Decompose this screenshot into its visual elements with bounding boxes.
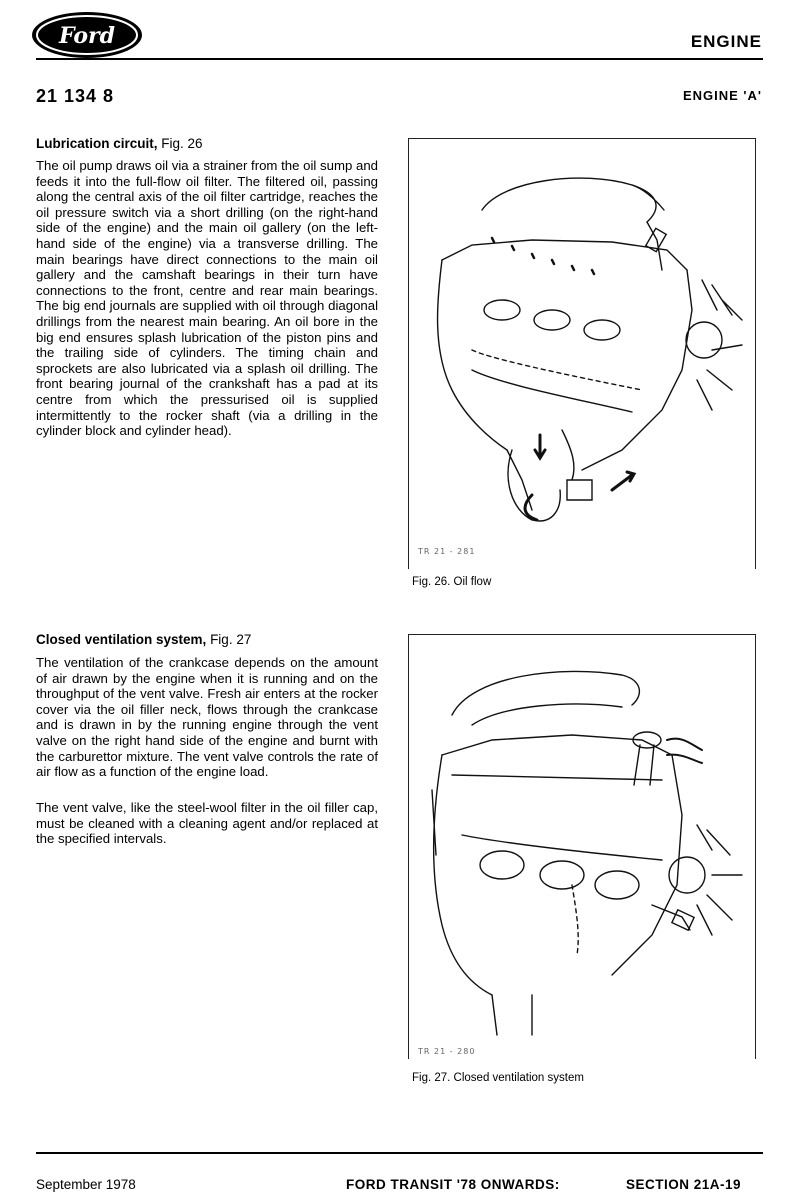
engine-ventilation-diagram [412,645,752,1045]
figure-26-code: TR 21 - 281 [418,547,476,556]
lubrication-body: The oil pump draws oil via a strainer from the oil sump and feeds it into the full-flow oil filter. The filtered oil, passing along the central axis of the oil filter cartridge, reaches the oil pressure switch via a short drilling (on the right-hand side of the engine) and the main oil gallery (on the left-hand side of the engine) via a transverse drilling. The main bearings have direct connections to the main oil gallery and the camshaft bearings in their turn have connections to the front, centre and rear main bearings. The big end journals are supplied with oil through diagonal drillings from the nearest main bearing. An oil bore in the big end ensures splash lubrication of the piston pins and the trailing side of cylinders. The timing chain and sprockets are also lubricated via a splash oil drilling. The front bearing journal of the crankshaft has a pad at its centre from which the pressurised oil is supplied intermittently to the rocker shaft (via a drilling in the cylinder block and cylinder head). [36,158,378,439]
svg-text:Ford: Ford [58,23,116,49]
footer-section: SECTION 21A-19 [626,1177,742,1192]
footer-date: September 1978 [36,1177,136,1192]
engine-oil-flow-diagram [412,150,752,540]
lubrication-heading: Lubrication circuit, Fig. 26 [36,136,203,151]
section-title: ENGINE [690,32,762,51]
ventilation-heading: Closed ventilation system, Fig. 27 [36,632,252,647]
header-rule [36,58,763,60]
ventilation-body-2: The vent valve, like the steel-wool filter in the oil filler cap, must be cleaned with a cleaning agent and/or replaced at the specified intervals. [36,800,378,847]
subsection-title: ENGINE 'A' [682,88,762,103]
footer-rule [36,1152,763,1154]
ford-logo [30,10,144,60]
page-code: 21 134 8 [36,86,115,106]
ventilation-body-1: The ventilation of the crankcase depends on the amount of air drawn by the engine when it is running and on the throughput of the vent valve. Fresh air enters at the rocker cover via the oil filler neck, flows through the crankcase and is drawn in by the running engine through the vent valve on the right hand side of the engine and burnt with the carburettor mixture. The vent valve controls the rate of air flow as a function of the engine load. [36,655,378,780]
footer-title: FORD TRANSIT '78 ONWARDS: [346,1177,560,1192]
figure-26-caption: Fig. 26. Oil flow [412,576,492,588]
figure-27-code: TR 21 - 280 [418,1047,476,1056]
figure-27-caption: Fig. 27. Closed ventilation system [412,1072,584,1084]
